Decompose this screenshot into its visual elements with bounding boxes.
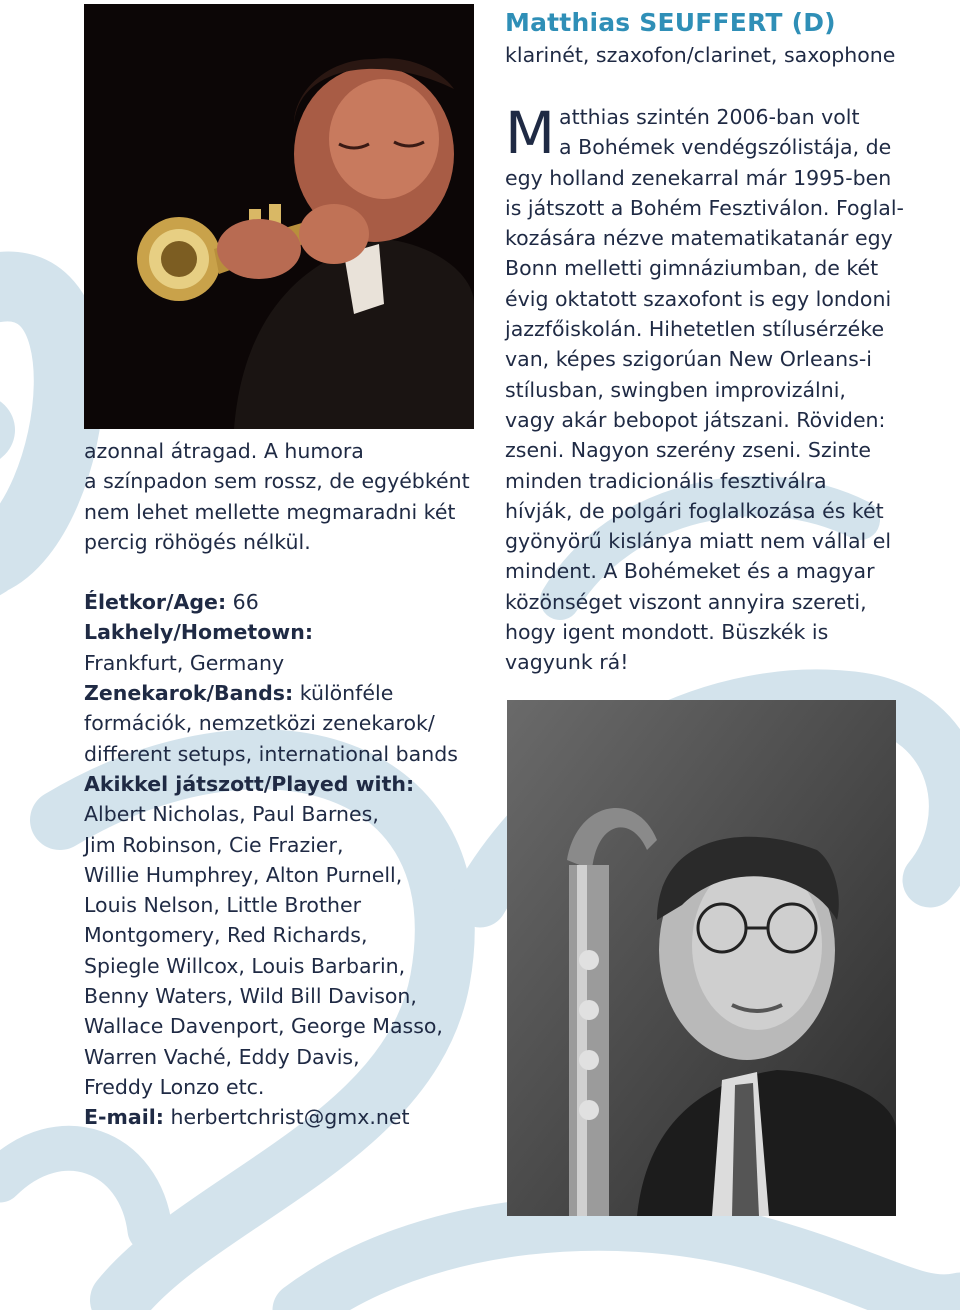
age-row (84, 587, 484, 617)
bands-row (84, 678, 484, 708)
age-label: Életkor/Age: (84, 590, 227, 615)
played-with-line: Wallace Davenport, George Masso, (84, 1014, 443, 1039)
profile-details-column (84, 436, 484, 1133)
musician-name-title: Matthias SEUFFERT (D) (505, 8, 836, 37)
played-with-line: Warren Vaché, Eddy Davis, (84, 1044, 360, 1069)
trumpet-player-illustration (84, 4, 474, 429)
musician-instruments: klarinét, szaxofon/clarinet, saxophone (505, 43, 896, 67)
hometown-label: Lakhely/Hometown: (84, 620, 314, 645)
bio-line: évig oktatott szaxofont is egy londoni (505, 286, 892, 311)
saxophone-player-illustration (507, 700, 896, 1216)
email-label: E-mail: (84, 1105, 164, 1130)
bands-label: Zenekarok/Bands: (84, 681, 294, 706)
bio-ending-line: a színpadon sem rossz, de egyébként (84, 469, 470, 494)
saxophone-player-photo (507, 700, 896, 1216)
musician-heading (505, 6, 945, 70)
bio-line: közönséget viszont annyira szereti, (505, 589, 867, 614)
bio-ending-line: percig röhögés nélkül. (84, 529, 311, 554)
played-with-line: Louis Nelson, Little Brother (84, 893, 362, 918)
bio-line: Bonn melletti gimnáziumban, de két (505, 256, 879, 281)
bands-value-line: formációk, nemzetközi zenekarok/ (84, 711, 435, 736)
age-value: 66 (226, 590, 259, 615)
played-with-line: Albert Nicholas, Paul Barnes, (84, 802, 379, 827)
bio-line: vagy akár bebopot játszani. Röviden: (505, 407, 886, 432)
played-with-line: Benny Waters, Wild Bill Davison, (84, 984, 417, 1009)
email-value[interactable]: herbertchrist@gmx.net (163, 1105, 410, 1130)
hometown-value: Frankfurt, Germany (84, 650, 285, 675)
played-with-line: Jim Robinson, Cie Frazier, (84, 832, 344, 857)
played-with-line: Willie Humphrey, Alton Purnell, (84, 862, 403, 887)
bio-line: atthias szintén 2006-ban volt (559, 105, 860, 129)
email-row (84, 1102, 484, 1132)
bio-line: jazzfőiskolán. Hihetetlen stílusérzéke (505, 317, 885, 342)
trumpet-player-photo (84, 4, 474, 429)
bio-line: hívják, de polgári foglalkozása és két (505, 498, 884, 523)
bio-ending-line: nem lehet mellette megmaradni két (84, 499, 456, 524)
musician-bio (505, 99, 925, 678)
played-with-line: Freddy Lonzo etc. (84, 1074, 265, 1099)
drop-cap-letter: M (505, 99, 556, 167)
bio-ending-line: azonnal átragad. A humora (84, 439, 364, 463)
bio-line: is játszott a Bohém Fesztiválon. Foglal- (505, 195, 904, 220)
bio-line: hogy igent mondott. Büszkék is (505, 620, 829, 645)
played-with-label: Akikkel játszott/Played with: (84, 771, 415, 796)
bio-line: kozására nézve matematikatanár egy (505, 226, 893, 251)
bands-value: különféle (293, 681, 394, 706)
bands-value-line: different setups, international bands (84, 741, 458, 766)
played-with-line: Montgomery, Red Richards, (84, 923, 368, 948)
bio-line: a Bohémek vendégszólistája, de (559, 135, 892, 160)
bio-line: minden tradicionális fesztiválra (505, 468, 827, 493)
bio-line: van, képes szigorúan New Orleans-i (505, 347, 872, 372)
bio-line: stílusban, swingben improvizálni, (505, 377, 846, 402)
bio-line: gyönyörű kislánya miatt nem vállal el (505, 529, 892, 554)
bio-line: vagyunk rá! (505, 650, 629, 675)
bio-line: zseni. Nagyon szerény zseni. Szinte (505, 438, 872, 463)
bio-line: mindent. A Bohémeket és a magyar (505, 559, 875, 584)
bio-line: egy holland zenekarral már 1995-ben (505, 165, 892, 190)
played-with-line: Spiegle Willcox, Louis Barbarin, (84, 953, 406, 978)
